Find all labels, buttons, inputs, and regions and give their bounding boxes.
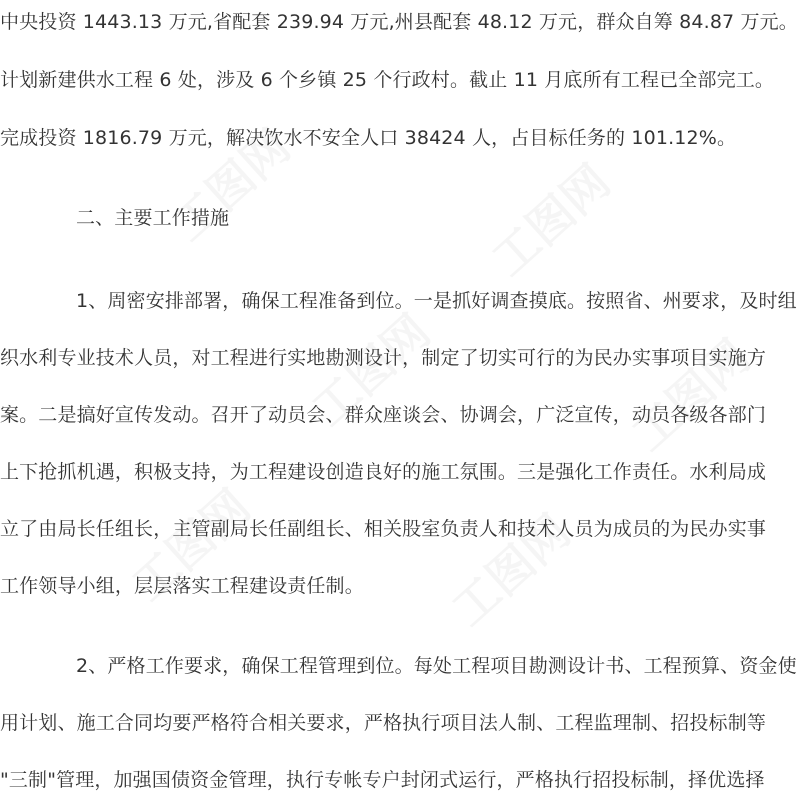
- text-line: 用计划、施工合同均要严格符合相关要求，严格执行项目法人制、工程监理制、招投标制等: [0, 712, 767, 734]
- text-line: 案。二是搞好宣传发动。召开了动员会、群众座谈会、协调会，广泛宣传，动员各级各部门: [0, 404, 767, 426]
- text-line: 上下抢抓机遇，积极支持，为工程建设创造良好的施工氛围。三是强化工作责任。水利局成: [0, 461, 767, 483]
- text-line: 工作领导小组，层层落实工程建设责任制。: [0, 575, 364, 597]
- text-line: 中央投资 1443.13 万元,省配套 239.94 万元,州县配套 48.12 万元，群众自筹 84.87 万元。: [0, 11, 798, 33]
- text-line: "三制"管理，加强国债资金管理，执行专帐专户封闭式运行，严格执行招投标制，择优选择: [0, 769, 765, 791]
- section-heading: 二、主要工作措施: [76, 207, 230, 229]
- text-line: 完成投资 1816.79 万元，解决饮水不安全人口 38424 人，占目标任务的 101.12%。: [0, 127, 737, 149]
- text-line: 1、周密安排部署，确保工程准备到位。一是抓好调查摸底。按照省、州要求，及时组: [76, 290, 797, 312]
- text-line: 立了由局长任组长，主管副局长任副组长、相关股室负责人和技术人员为成员的为民办实事: [0, 518, 767, 540]
- text-line: 2、严格工作要求，确保工程管理到位。每处工程项目勘测设计书、工程预算、资金使: [76, 655, 797, 677]
- text-line: 计划新建供水工程 6 处，涉及 6 个乡镇 25 个行政村。截止 11 月底所有工程已全部完工。: [0, 69, 775, 91]
- text-line: 织水利专业技术人员，对工程进行实地勘测设计，制定了切实可行的为民办实事项目实施方: [0, 347, 767, 369]
